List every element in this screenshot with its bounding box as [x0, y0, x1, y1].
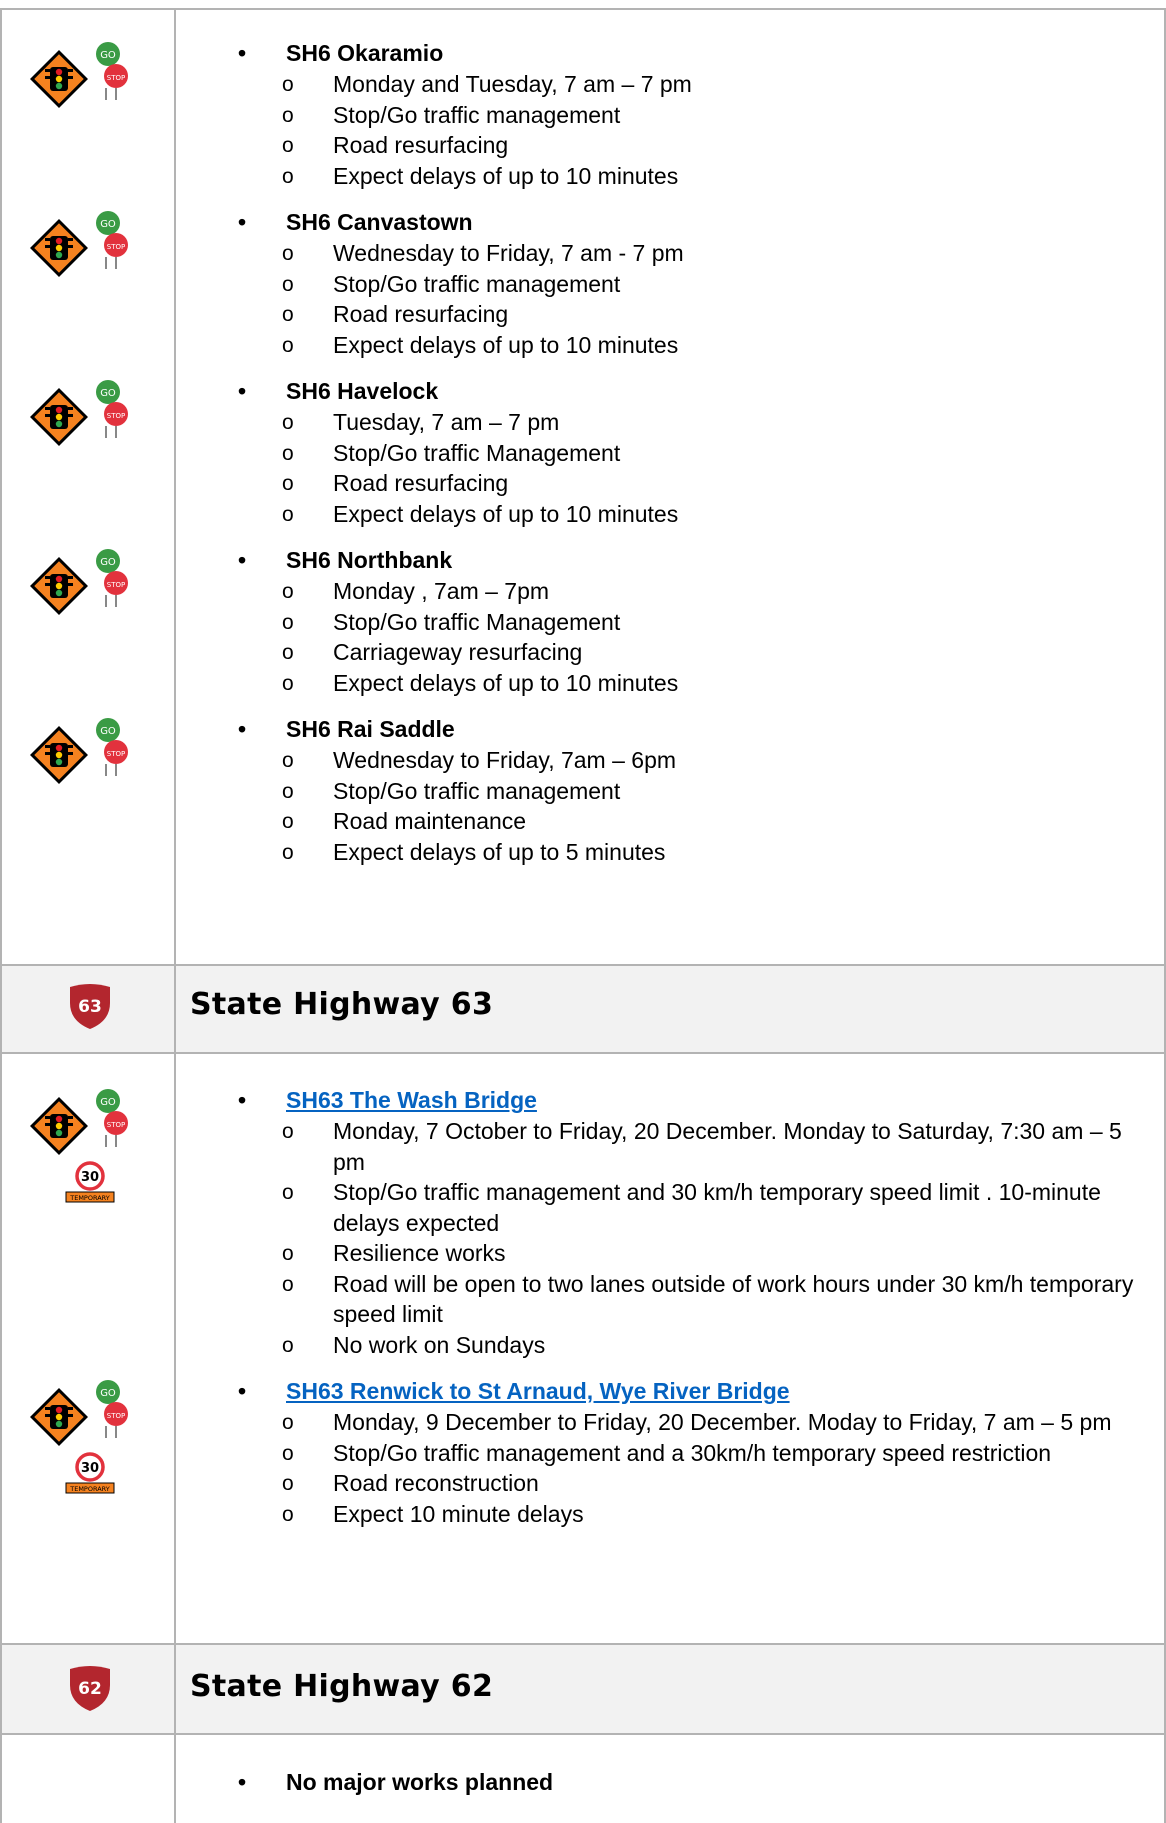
highway-shield-62-icon [67, 1665, 113, 1713]
works-item-heading [238, 1767, 1156, 1798]
sub-bullet-icon: o [282, 303, 294, 326]
works-list-sh62 [238, 1767, 1156, 1814]
sub-bullet-icon: o [282, 610, 294, 634]
svg-text:TEMPORARY: TEMPORARY [70, 1485, 110, 1493]
detail-line [238, 1330, 1156, 1361]
sub-bullet-icon: o [282, 73, 294, 96]
sub-bullet-icon: o [282, 1502, 294, 1526]
detail-line [238, 130, 1156, 161]
sub-bullet-icon: o [282, 1120, 294, 1143]
highway-shield-63-icon [67, 983, 113, 1031]
works-item-details [238, 1116, 1156, 1360]
roadworks-signal-icon [28, 386, 90, 448]
works-item [238, 1085, 1156, 1360]
detail-line [238, 1468, 1156, 1499]
detail-text: Road resurfacing [333, 301, 509, 327]
svg-text:STOP: STOP [106, 243, 126, 251]
sub-bullet-icon: o [282, 779, 294, 803]
detail-line [238, 1499, 1156, 1530]
bullet-icon: • [238, 1769, 247, 1795]
detail-text: Tuesday, 7 am – 7 pm [333, 409, 560, 435]
svg-text:GO: GO [100, 388, 116, 399]
detail-text: Expect delays of up to 5 minutes [333, 838, 666, 865]
works-item-title: SH6 Northbank [286, 547, 453, 573]
detail-text: Monday, 7 October to Friday, 20 December. Monday to Saturday, 7:30 am – 5 pm [333, 1118, 1122, 1175]
sub-bullet-icon: o [282, 840, 294, 864]
works-item-title: SH6 Havelock [286, 378, 439, 404]
detail-text: Road reconstruction [333, 1470, 539, 1496]
works-item-link[interactable]: SH63 The Wash Bridge [286, 1087, 537, 1113]
works-item-details [238, 407, 1156, 529]
detail-line [238, 161, 1156, 192]
detail-line [238, 238, 1156, 269]
svg-text:STOP: STOP [106, 74, 126, 82]
detail-line [238, 637, 1156, 668]
detail-text: Monday and Tuesday, 7 am – 7 pm [333, 71, 692, 97]
column-divider [174, 8, 176, 1823]
works-item [238, 1767, 1156, 1798]
detail-line [238, 1238, 1156, 1269]
detail-text: Expect delays of up to 10 minutes [333, 669, 679, 696]
go-stop-paddle-icon [96, 209, 132, 271]
detail-text: Resilience works [333, 1240, 506, 1266]
detail-text: Stop/Go traffic Management [333, 439, 621, 466]
works-item-details [238, 1407, 1156, 1529]
sub-bullet-icon: o [282, 749, 294, 772]
detail-line [238, 806, 1156, 837]
works-item-details [238, 745, 1156, 867]
detail-text: Stop/Go traffic Management [333, 608, 621, 635]
svg-text:GO: GO [100, 50, 116, 61]
detail-line [238, 1177, 1156, 1238]
detail-text: Expect delays of up to 10 minutes [333, 500, 679, 527]
bullet-icon: • [238, 40, 247, 66]
detail-line [238, 1116, 1156, 1177]
svg-text:30: 30 [80, 1170, 100, 1185]
detail-text: Road will be open to two lanes outside of work hours under 30 km/h temporary speed limit [333, 1270, 1134, 1327]
sub-bullet-icon: o [282, 1441, 294, 1465]
detail-line [238, 576, 1156, 607]
sub-bullet-icon: o [282, 272, 294, 296]
sub-bullet-icon: o [282, 810, 294, 833]
works-item-heading [238, 1085, 1156, 1116]
works-item-heading [238, 545, 1156, 576]
sub-bullet-icon: o [282, 1411, 294, 1434]
detail-text: Road resurfacing [333, 132, 509, 158]
detail-line [238, 269, 1156, 300]
svg-text:STOP: STOP [106, 750, 126, 758]
sub-bullet-icon: o [282, 441, 294, 465]
detail-line [238, 1407, 1156, 1438]
roadworks-signal-icon [28, 48, 90, 110]
roadworks-signal-icon [28, 724, 90, 786]
works-item-heading [238, 714, 1156, 745]
works-item-heading [238, 38, 1156, 69]
svg-text:STOP: STOP [106, 581, 126, 589]
sub-bullet-icon: o [282, 1181, 294, 1204]
svg-text:GO: GO [100, 726, 116, 737]
works-item-details [238, 576, 1156, 698]
band-title-63: State Highway 63 [190, 987, 494, 1022]
detail-line [238, 1438, 1156, 1469]
works-item-details [238, 69, 1156, 191]
svg-text:STOP: STOP [106, 1121, 126, 1129]
works-item [238, 376, 1156, 529]
detail-text: Monday, 9 December to Friday, 20 December. Moday to Friday, 7 am – 5 pm [333, 1409, 1112, 1435]
detail-line [238, 100, 1156, 131]
detail-line [238, 69, 1156, 100]
detail-text: Wednesday to Friday, 7 am - 7 pm [333, 240, 684, 266]
sub-bullet-icon: o [282, 1242, 294, 1265]
works-list-sh63 [238, 1085, 1156, 1545]
detail-text: No work on Sundays [333, 1331, 546, 1358]
bullet-icon: • [238, 547, 247, 573]
detail-text: Road maintenance [333, 808, 527, 834]
detail-line [238, 407, 1156, 438]
works-item-heading [238, 376, 1156, 407]
svg-text:STOP: STOP [106, 412, 126, 420]
roadworks-signal-icon [28, 217, 90, 279]
detail-line [238, 776, 1156, 807]
detail-text: Road resurfacing [333, 470, 509, 496]
detail-line [238, 438, 1156, 469]
detail-text: Expect delays of up to 10 minutes [333, 162, 679, 189]
go-stop-paddle-icon [96, 1378, 132, 1440]
works-item [238, 714, 1156, 867]
sub-bullet-icon: o [282, 671, 294, 695]
detail-line [238, 468, 1156, 499]
sub-bullet-icon: o [282, 641, 294, 664]
works-item-heading [238, 1376, 1156, 1407]
sub-bullet-icon: o [282, 411, 294, 434]
detail-text: Stop/Go traffic management [333, 270, 621, 297]
works-item [238, 38, 1156, 191]
detail-text: Stop/Go traffic management and 30 km/h temporary speed limit . 10-minute delays expected [333, 1179, 1101, 1236]
bullet-icon: • [238, 1378, 247, 1404]
sub-bullet-icon: o [282, 1272, 294, 1296]
detail-text: Stop/Go traffic management [333, 101, 621, 128]
works-list-sh6 [238, 38, 1156, 883]
sub-bullet-icon: o [282, 242, 294, 265]
detail-text: Stop/Go traffic management and a 30km/h temporary speed restriction [333, 1439, 1052, 1466]
svg-text:30: 30 [80, 1461, 100, 1476]
go-stop-paddle-icon [96, 1087, 132, 1149]
works-item [238, 207, 1156, 360]
svg-text:GO: GO [100, 557, 116, 568]
bullet-icon: • [238, 378, 247, 404]
detail-text: Expect delays of up to 10 minutes [333, 331, 679, 358]
sub-bullet-icon: o [282, 1333, 294, 1357]
svg-text:GO: GO [100, 1097, 116, 1108]
sub-bullet-icon: o [282, 472, 294, 495]
sub-bullet-icon: o [282, 103, 294, 127]
works-item-title: SH6 Rai Saddle [286, 716, 455, 742]
svg-text:GO: GO [100, 219, 116, 230]
works-item [238, 545, 1156, 698]
sub-bullet-icon: o [282, 580, 294, 603]
roadworks-signal-icon [28, 1095, 90, 1157]
speed-30-temporary-icon [64, 1161, 116, 1205]
detail-text: Carriageway resurfacing [333, 639, 583, 665]
detail-line [238, 668, 1156, 699]
detail-text: Wednesday to Friday, 7am – 6pm [333, 747, 677, 773]
band-title-62: State Highway 62 [190, 1669, 494, 1704]
detail-text: Stop/Go traffic management [333, 777, 621, 804]
go-stop-paddle-icon [96, 378, 132, 440]
table-border-left [0, 8, 2, 1823]
detail-line [238, 837, 1156, 868]
works-item-title: No major works planned [286, 1769, 554, 1795]
sub-bullet-icon: o [282, 134, 294, 157]
sub-bullet-icon: o [282, 1472, 294, 1495]
works-item-heading [238, 207, 1156, 238]
go-stop-paddle-icon [96, 716, 132, 778]
bullet-icon: • [238, 209, 247, 235]
bullet-icon: • [238, 716, 247, 742]
svg-text:GO: GO [100, 1388, 116, 1399]
detail-text: Expect 10 minute delays [333, 1500, 584, 1527]
works-item [238, 1376, 1156, 1529]
roadworks-signal-icon [28, 555, 90, 617]
detail-text: Monday , 7am – 7pm [333, 578, 550, 604]
works-item-title: SH6 Okaramio [286, 40, 444, 66]
go-stop-paddle-icon [96, 40, 132, 102]
shield-number-63: 63 [78, 997, 102, 1017]
detail-line [238, 607, 1156, 638]
sub-bullet-icon: o [282, 333, 294, 357]
sub-bullet-icon: o [282, 164, 294, 188]
svg-text:STOP: STOP [106, 1412, 126, 1420]
bullet-icon: • [238, 1087, 247, 1113]
go-stop-paddle-icon [96, 547, 132, 609]
speed-30-temporary-icon [64, 1452, 116, 1496]
detail-line [238, 745, 1156, 776]
roadworks-signal-icon [28, 1386, 90, 1448]
shield-number-62: 62 [78, 1679, 102, 1699]
works-item-link[interactable]: SH63 Renwick to St Arnaud, Wye River Bridge [286, 1378, 790, 1404]
works-item-title: SH6 Canvastown [286, 209, 473, 235]
sub-bullet-icon: o [282, 502, 294, 526]
svg-text:TEMPORARY: TEMPORARY [70, 1194, 110, 1202]
detail-line [238, 499, 1156, 530]
detail-line [238, 330, 1156, 361]
works-item-details [238, 238, 1156, 360]
detail-line [238, 1269, 1156, 1330]
detail-line [238, 299, 1156, 330]
